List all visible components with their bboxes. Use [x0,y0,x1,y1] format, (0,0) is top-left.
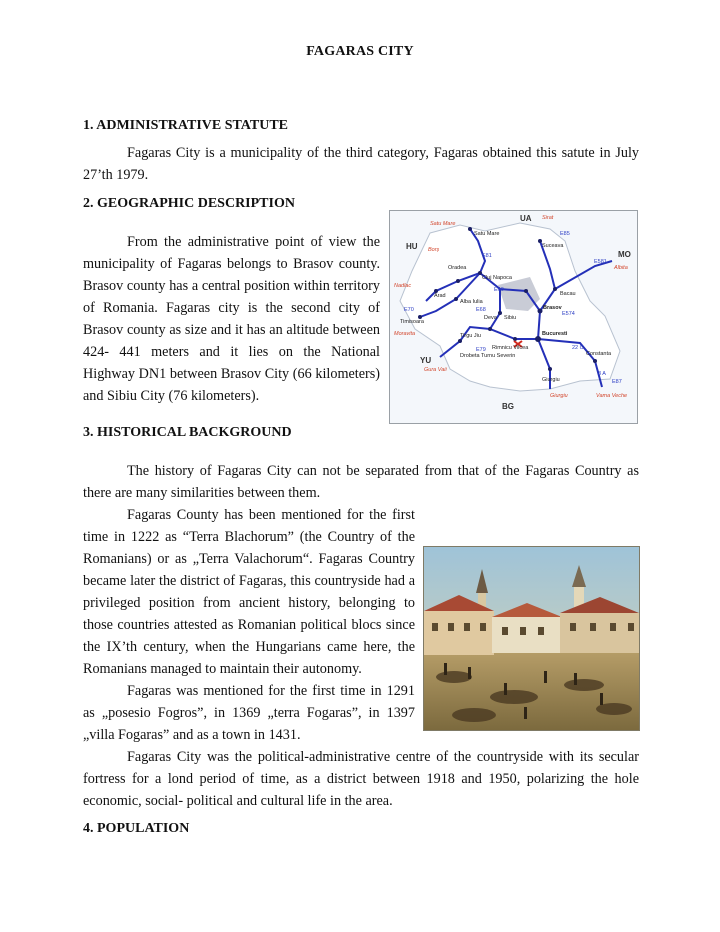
map-city-alba-iulia: Alba Iulia [460,299,483,305]
map-city-bacau: Bacau [560,291,576,297]
map-road-e87: E87 [612,379,622,385]
paragraph-history-first-mention: Fagaras was mentioned for the first time in 1291 as „posesio Fogros”, in 1369 „terra Fogaras”, in 1397 „villa Fogaras” and as a town in 1431. [83,683,415,743]
map-border-gura-vaii: Gura Vaii [424,367,447,373]
map-border-albita: Albita [614,265,628,271]
map-city-drobeta: Drobeta Turnu Severin [460,353,516,359]
map-label-hu: HU [406,242,418,251]
map-border-satu-mare: Satu Mare [430,221,456,227]
map-city-timisoara: Timisoara [400,319,424,325]
map-label-ua: UA [520,214,532,223]
map-city-arad: Arad [434,293,446,299]
map-border-bors: Borș [428,247,440,253]
map-border-nadlac: Nadlac [394,283,412,289]
paragraph-geographic-description: From the administrative point of view the municipality of Fagaras belongs to Brasov county. Brasov county has a central position within territory of Romania. Fagaras city is the second city of Brasov county as size and it has an altitude between 424- 441 meters and it lies on the National Highway DN1 between Brasov City (66 kilometers) and Sibiu City (76 kilometers). [83,234,380,404]
map-road-e68: E68 [476,307,486,313]
map-city-brasov: Brasov [543,305,562,311]
map-city-satu-mare: Satu Mare [474,231,500,237]
heading-historical-background: 3. HISTORICAL BACKGROUND [83,425,292,440]
map-city-cluj-napoca: Cluj Napoca [482,275,512,281]
map-road-e581: E581 [594,259,607,265]
town-square-illustration [424,547,639,730]
map-border-vama-veche: Vama Veche [596,393,628,399]
map-city-giurgiu: Giurgiu [542,377,560,383]
heading-geographic-description: 2. GEOGRAPHIC DESCRIPTION [83,196,295,211]
map-road-e60: E60 [494,287,504,293]
map-label-yu: YU [420,356,432,365]
historical-town-square-photo [423,546,640,731]
map-border-sirat: Sirat [542,215,554,221]
map-road-e79: E79 [476,347,486,353]
romania-road-map [389,210,638,424]
map-border-moravita: Moravita [394,331,416,337]
paragraph-history-intro: The history of Fagaras City can not be separated from that of the Fagaras Country as there are many similarities between them. [83,463,639,501]
map-label-mo: MO [618,250,631,259]
map-city-deva: Deva [484,315,497,321]
paragraph-history-mentions-text: Fagaras County has been mentioned for the first time in 1222 as “Terra Blachorum” (the Country of the Romanians) or as „Terra Valachorum“. Fagaras Country became later the district of Fagaras, this countryside had a privileged position from ancient history, belonging to those countries attested as Romanian political blocs since the IX’th century, when the Hungarians came here, the Romanians managed to maintain their autonomy. [83,507,415,677]
paragraph-administrative-statute: Fagaras City is a municipality of the third category, Fagaras obtained this satute in July 27’th 1979. [83,145,639,183]
map-city-suceava: Suceava [542,243,564,249]
map-road-3a: 3 A [598,371,606,377]
romania-road-map-svg [390,211,637,423]
heading-administrative-statute: 1. ADMINISTRATIVE STATUTE [83,118,288,133]
map-city-oradea: Oradea [448,265,467,271]
document-title: FAGARAS CITY [306,44,414,59]
map-border-giurgiu: Giurgiu [550,393,568,399]
map-city-sibiu: Sibiu [504,315,517,321]
map-road-e81: E81 [482,253,492,259]
map-city-constanta: Constanta [586,351,612,357]
paragraph-history-centre: Fagaras City was the political-administrative centre of the countryside with its secular fortress for a lond period of time, as a district between 1918 and 1950, polarizing the hole economic, social- political and cultural life in the area. [83,749,639,809]
map-city-rimnicu-vilcea: Rimnicu Vilcea [492,345,529,351]
map-city-bucuresti: Bucuresti [542,331,568,337]
map-label-bg: BG [502,402,514,411]
map-road-e70: E70 [404,307,414,313]
map-city-tirgu-jiu: Tirgu Jiu [460,333,481,339]
heading-population: 4. POPULATION [83,821,190,836]
map-road-e574: E574 [562,311,575,317]
map-road-22c: 22 C [572,345,584,351]
map-road-e85: E85 [560,231,570,237]
